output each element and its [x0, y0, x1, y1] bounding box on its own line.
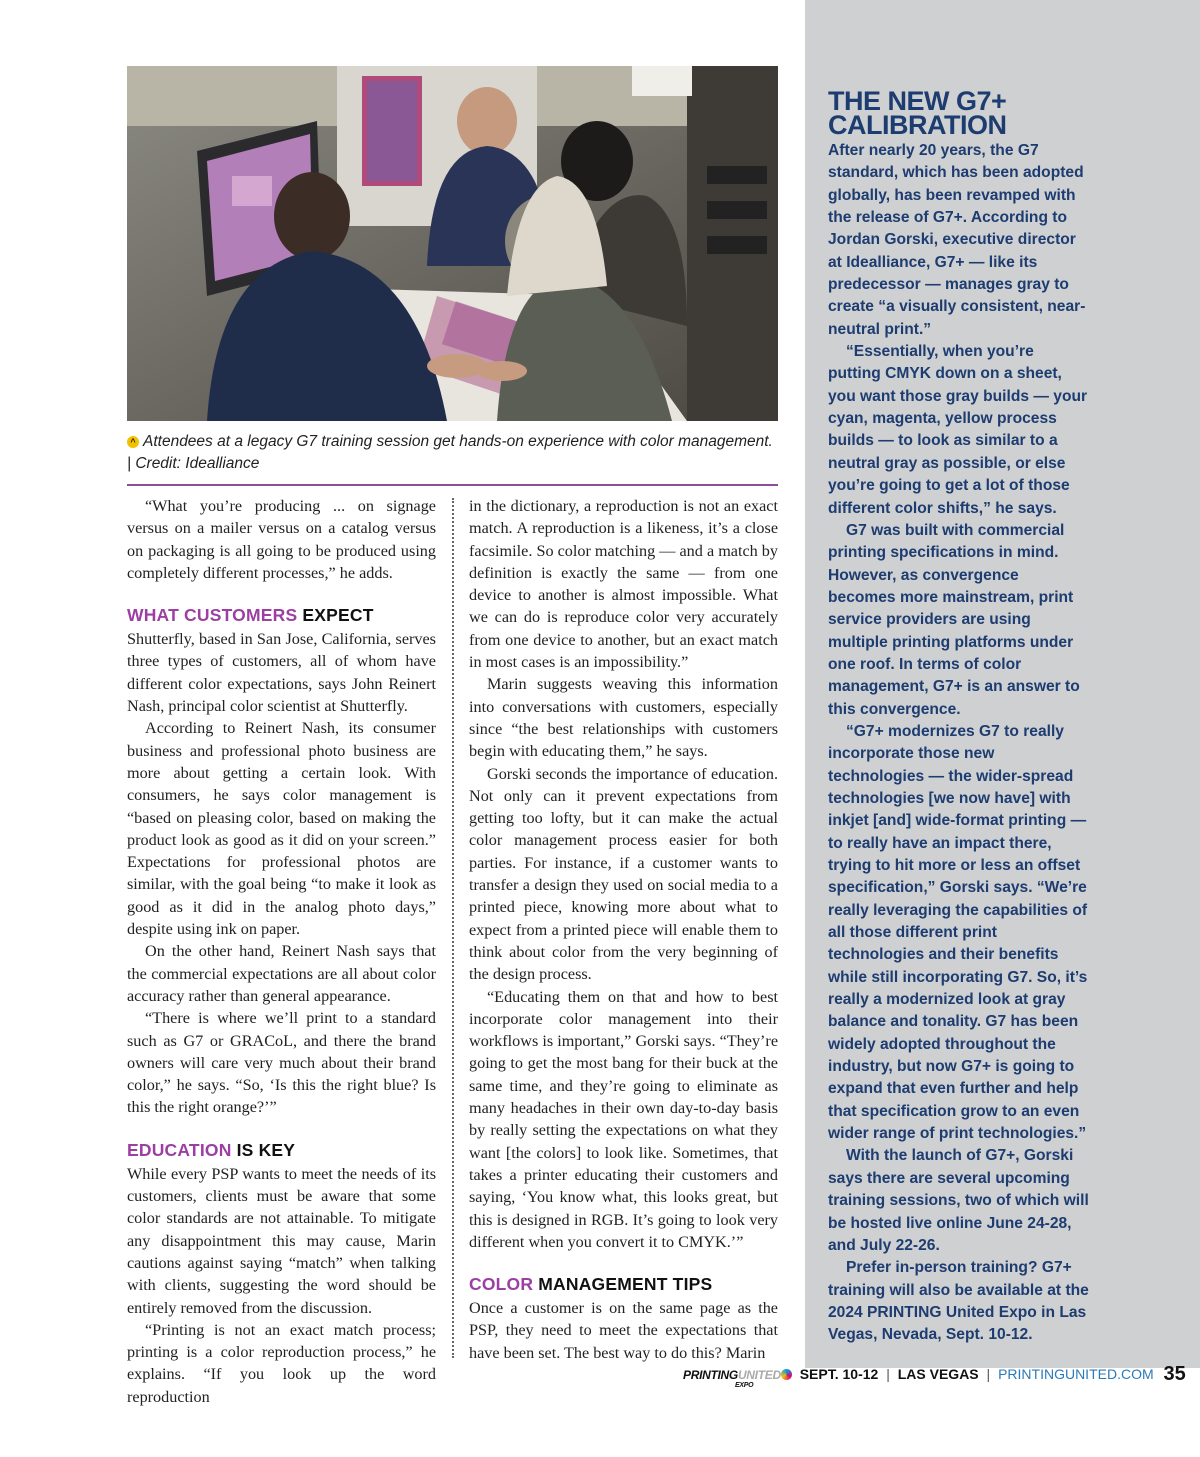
footer-separator: |: [886, 1366, 890, 1382]
page-footer: [683, 1363, 1186, 1390]
photo-caption: [127, 431, 787, 475]
paragraph: in the dictionary, a reproduction is not an exact match. A reproduction is a likeness, it’s a close facsimile. So color matching — and a match by definition is exactly the same — from one device to another is almost impossible. What we can do is reproduce color very accurately from one device to another, but an exact match in most cases is an impossibility.”: [469, 497, 778, 672]
sidebar-paragraph: With the launch of G7+, Gorski says there are several upcoming training sessions, two of which will be hosted live online June 24-28, and July 22-26.: [828, 1147, 1089, 1254]
subhead-education-is-key: EDUCATION IS KEY: [127, 1139, 296, 1160]
sidebar-paragraph: G7 was built with commercial printing specifications in mind. However, as convergence becomes more mainstream, print service providers are using multiple printing platforms under one roof. In terms of color management, G7+ is an answer to this convergence.: [828, 521, 1080, 718]
paragraph: Gorski seconds the importance of education. Not only can it prevent expectations from getting too lofty, but it can make the actual color management process easier for both parties. For instance, if a customer wants to transfer a design they used on social media to a printed piece, knowing more about what to expect from a printed piece will enable them to think about color from the very beginning of the design process.: [469, 764, 778, 984]
paragraph: According to Reinert Nash, its consumer business and professional photo business are more about getting a certain look. With consumers, he says color management is “based on pleasing color, based on making the product look as good as it did on your screen.” Expectations for professional photos are similar, with the goal being “to make it look as good as it did in the analog photo days,” despite using ink on paper.: [127, 719, 436, 939]
paragraph: “Printing is not an exact match process; printing is a color reproduction process,” he explains. “If you look up the word reproduction: [127, 1320, 436, 1406]
sidebar-body: [828, 140, 1090, 1347]
page-number: 35: [1163, 1363, 1186, 1385]
footer-separator: |: [986, 1366, 991, 1382]
camera-icon: ^: [127, 436, 139, 448]
footer-url[interactable]: PRINTINGUNITED.COM: [998, 1366, 1154, 1382]
article-column-2: [469, 495, 778, 1364]
paragraph: “Educating them on that and how to best incorporate color management into their workflows is important,” Gorski says. “They’re going to get the most bang for their buck at the same time, and they’re going to eliminate as many headaches in their own day-to-day basis by really setting the expectations on what they want [the colors] to look like. Sometimes, that takes a printer educating their customers and saying, ‘You know what, this looks great, but this is designed in RGB. It’s going to look very different when you convert it to CMYK.’”: [469, 987, 778, 1251]
article-column-1: [127, 495, 436, 1408]
paragraph: Once a customer is on the same page as the PSP, they need to meet the expectations that have been set. The best way to do this? Marin: [469, 1299, 778, 1362]
column-divider: [452, 498, 454, 1358]
printing-united-expo-logo: PRINTINGUNITED EXPO: [683, 1364, 792, 1386]
paragraph: Shutterfly, based in San Jose, California, serves three types of customers, all of whom have different color expectations, says John Reinert Nash, principal color scientist at Shutterfly.: [127, 630, 436, 716]
photo-illustration: [127, 66, 778, 421]
paragraph: “There is where we’ll print to a standard such as G7 or GRACoL, and there the brand owners will care very much about their brand color,” he says. “So, ‘Is this the right blue? Is this the right orange?’”: [127, 1009, 436, 1117]
footer-city: LAS VEGAS: [897, 1366, 979, 1382]
caption-text: Attendees at a legacy G7 training session get hands-on experience with color management.: [143, 433, 773, 450]
sidebar-title: THE NEW G7+ CALIBRATION: [828, 86, 1007, 140]
paragraph: Marin suggests weaving this information into conversations with customers, especially since “the best relationships with customers begin with educating them,” he says.: [469, 675, 778, 761]
caption-credit: | Credit: Idealliance: [127, 455, 260, 472]
sidebar-paragraph: “Essentially, when you’re putting CMYK down on a sheet, you want those gray builds — your cyan, magenta, yellow process builds — to look as similar to a neutral gray as possible, or else you’re going to get a lot of those different color shifts,” he says.: [828, 343, 1088, 517]
article-photo: [127, 66, 778, 421]
paragraph: While every PSP wants to meet the needs of its customers, clients must be aware that some color standards are not attainable. To mitigate any disappointment this may cause, Marin cautions against saying “match” when talking with clients, suggesting the word should be entirely removed from the discussion.: [127, 1164, 436, 1317]
footer-dates: SEPT. 10-12: [799, 1366, 879, 1382]
sidebar-paragraph: After nearly 20 years, the G7 standard, which has been adopted globally, has been revamped with the release of G7+. According to Jordan Gorski, executive director at Idealliance, G7+ — like its predecessor — manages gray to create “a visually consistent, near-neutral print.”: [828, 142, 1086, 338]
caption-divider: [127, 484, 778, 486]
paragraph: On the other hand, Reinert Nash says that the commercial expectations are all about color accuracy rather than general appearance.: [127, 942, 436, 1005]
subhead-what-customers-expect: WHAT CUSTOMERS EXPECT: [127, 605, 374, 626]
sidebar-paragraph: Prefer in-person training? G7+ training will also be available at the 2024 PRINTING United Expo in Las Vegas, Nevada, Sept. 10-12.: [828, 1259, 1089, 1344]
subhead-color-management-tips: COLOR MANAGEMENT TIPS: [469, 1274, 713, 1295]
sidebar-paragraph: “G7+ modernizes G7 to really incorporate those new technologies — the wider-spread technologies [we now have] with inkjet [and] wide-format printing — to really have an impact there, trying to hit more or less an offset specification,” Gorski says. “We’re really leveraging the capabilities of all those different print technologies and their benefits while still incorporating G7. So, it’s really a modernized look at gray balance and tonality. G7 has been widely adopted throughout the industry, but now G7+ is going to expand that even further and help that specification grow to an even wider range of print technologies.”: [828, 722, 1088, 1143]
paragraph: “What you’re producing ... on signage versus on a mailer versus on a catalog versus on packaging is all going to be produced using completely different processes,” he adds.: [127, 497, 436, 582]
